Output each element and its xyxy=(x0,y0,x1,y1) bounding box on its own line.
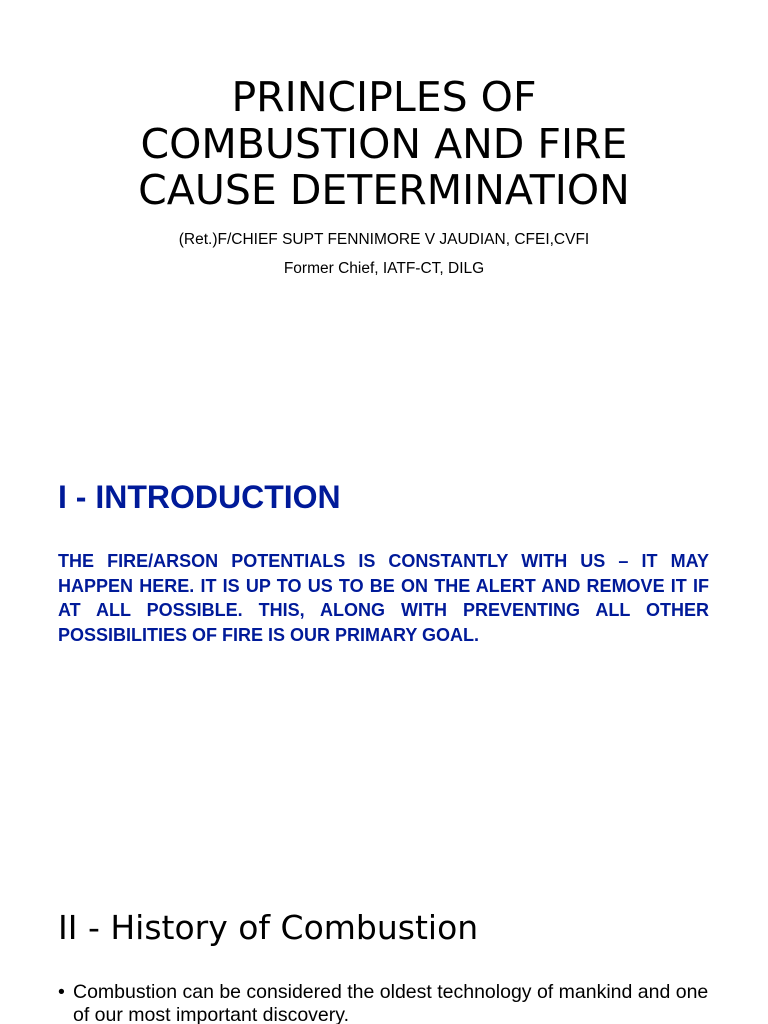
history-slide xyxy=(0,864,768,1024)
presenter-name: (Ret.)F/CHIEF SUPT FENNIMORE V JAUDIAN, CFEI,CVFI xyxy=(178,231,590,248)
bullet-icon: • xyxy=(58,981,65,1003)
list-item xyxy=(58,981,718,1024)
history-heading: II - History of Combustion xyxy=(58,908,479,947)
title-slide xyxy=(0,0,768,384)
introduction-heading: I - INTRODUCTION xyxy=(58,479,341,515)
bullet-text: Combustion can be considered the oldest technology of mankind and one of our most important discovery. xyxy=(73,981,709,1024)
presenter-position: Former Chief, IATF-CT, DILG xyxy=(283,260,485,277)
introduction-slide xyxy=(0,384,768,864)
introduction-body: THE FIRE/ARSON POTENTIALS IS CONSTANTLY WITH US – IT MAY HAPPEN HERE. IT IS UP TO US TO BE ON THE ALERT AND REMOVE IT IF AT ALL POSSIBLE. THIS, ALONG WITH PREVENTING ALL OTHER POSSIBILITIES OF FIRE IS OUR PRIMARY GOAL. xyxy=(58,551,709,645)
history-bullet-list xyxy=(58,981,718,1024)
presentation-title: PRINCIPLES OF COMBUSTION AND FIRE CAUSE DETERMINATION xyxy=(138,73,630,214)
